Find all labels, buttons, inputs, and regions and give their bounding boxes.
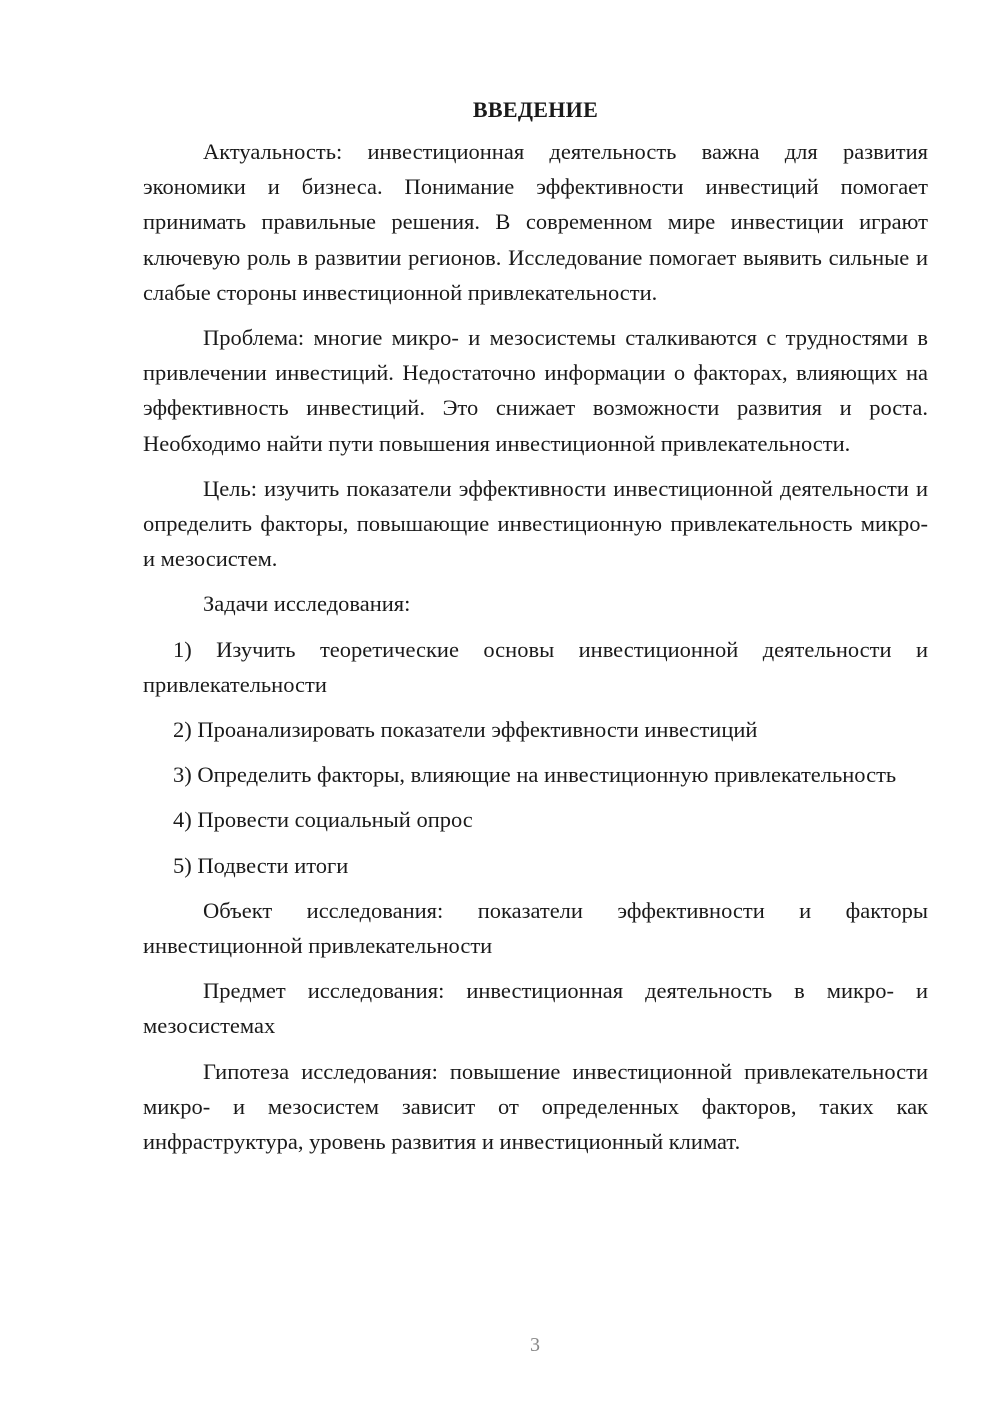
task-item: 3) Определить факторы, влияющие на инвестиционную привлекательность xyxy=(173,762,897,788)
page-title: ВВЕДЕНИЕ xyxy=(472,97,599,122)
document-page xyxy=(143,92,928,1169)
task-item: 4) Провести социальный опрос xyxy=(173,807,473,833)
page-number: 3 xyxy=(530,1334,540,1356)
task-item: 2) Проанализировать показатели эффективности инвестиций xyxy=(173,717,758,743)
task-item: 5) Подвести итоги xyxy=(173,852,349,878)
hypothesis-paragraph: Гипотеза исследования: повышение инвестиционной привлекательности микро- и мезосистем зависит от определенных факторов, таких как инфраструктура, уровень развития и инвестиционный климат. xyxy=(143,1058,928,1155)
subject-paragraph: Предмет исследования: инвестиционная деятельность в микро- и мезосистемах xyxy=(143,978,928,1039)
task-item: 1) Изучить теоретические основы инвестиционной деятельности и привлекательности xyxy=(143,636,928,697)
problem-paragraph: Проблема: многие микро- и мезосистемы сталкиваются с трудностями в привлечении инвестиций. Недостаточно информации о факторах, влияющих на эффективность инвестиций. Это снижает возможности развития и роста. Необходимо найти пути повышения инвестиционной привлекательности. xyxy=(143,325,928,456)
tasks-heading: Задачи исследования: xyxy=(203,591,411,617)
object-paragraph: Объект исследования: показатели эффективности и факторы инвестиционной привлекательности xyxy=(143,897,928,959)
relevance-paragraph: Актуальность: инвестиционная деятельность важна для развития экономики и бизнеса. Понимание эффективности инвестиций помогает принимать правильные решения. В современном мире инвестиции играют ключевую роль в развитии регионов. Исследование помогает выявить сильные и слабые стороны инвестиционной привлекательности. xyxy=(143,139,928,305)
goal-paragraph: Цель: изучить показатели эффективности инвестиционной деятельности и определить факторы, повышающие инвестиционную привлекательность микро- и мезосистем. xyxy=(143,475,928,572)
tasks-list xyxy=(143,632,928,883)
